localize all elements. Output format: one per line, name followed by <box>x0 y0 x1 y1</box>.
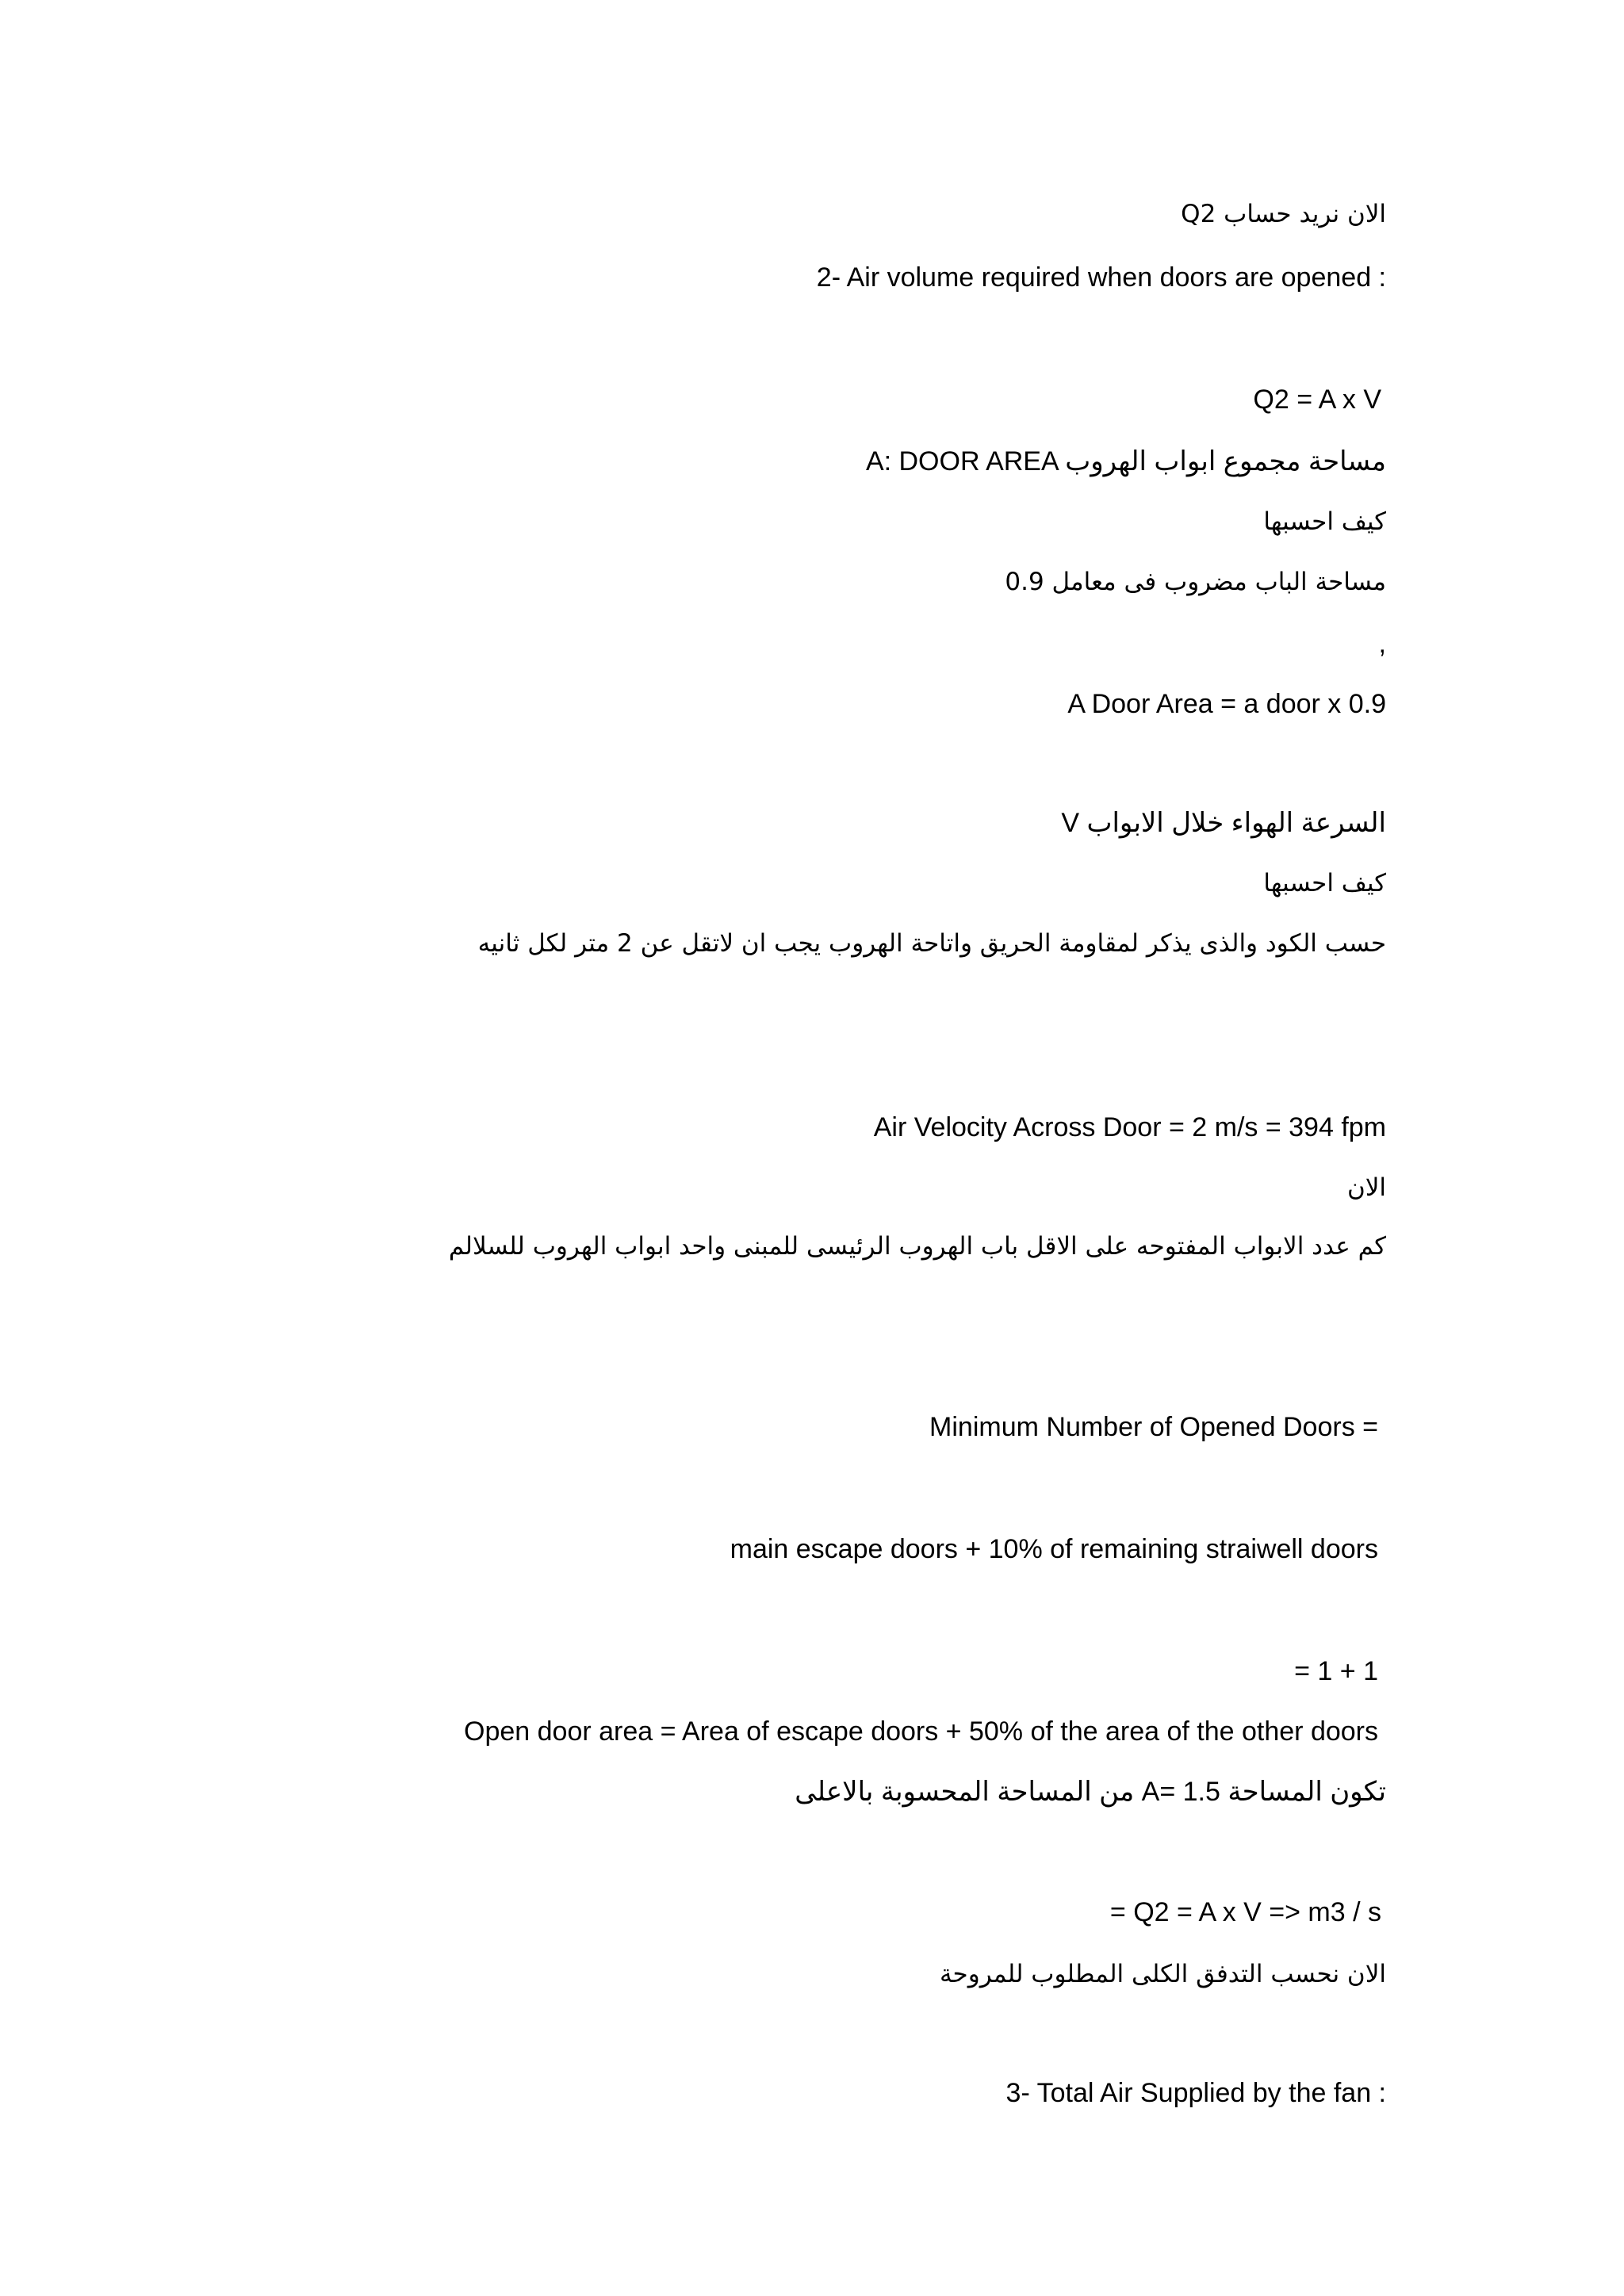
q2-units-formula: = Q2 = A x V => m3 / s <box>1109 1897 1381 1927</box>
door-area-factor-note: مساحة الباب مضروب فى معامل 0.9 <box>1005 568 1386 596</box>
door-area-formula: A Door Area = a door x 0.9 <box>1067 689 1386 719</box>
how-to-calc-label: كيف احسبها <box>1263 507 1386 536</box>
total-flow-note: الان نحسب التدفق الكلى المطلوب للمروحة <box>939 1960 1386 1988</box>
door-area-definition: A: DOOR AREA مساحة مجموع ابواب الهروب <box>865 446 1386 476</box>
now-label: الان <box>1346 1173 1386 1202</box>
how-to-calc-label-2: كيف احسبها <box>1263 869 1386 897</box>
section-3-title: 3- Total Air Supplied by the fan : <box>1005 2078 1386 2108</box>
air-velocity-line: Air Velocity Across Door = 2 m/s = 394 fpm <box>873 1112 1386 1142</box>
velocity-code-note: حسب الكود والذى يذكر لمقاومة الحريق واتاحة الهروب يجب ان لاتقل عن 2 متر لكل ثانيه <box>477 929 1386 958</box>
section-2-title: 2- Air volume required when doors are opened : <box>816 262 1386 293</box>
velocity-definition: V السرعة الهواء خلال الابواب <box>1061 808 1386 838</box>
escape-doors-formula: main escape doors + 10% of remaining straiwell doors <box>730 1534 1378 1564</box>
comma-line: , <box>1378 629 1386 659</box>
area-factor-note: تكون المساحة A= 1.5 من المساحة المحسوبة بالاعلى <box>795 1777 1386 1807</box>
doors-count-result: = 1 + 1 <box>1294 1656 1378 1686</box>
opened-doors-note: كم عدد الابواب المفتوحه على الاقل باب الهروب الرئيسى للمبنى واحد ابواب الهروب للسلالم <box>448 1232 1386 1261</box>
q2-formula: Q2 = A x V <box>1253 385 1381 415</box>
open-door-area-formula: Open door area = Area of escape doors + 50% of the area of the other doors <box>464 1716 1378 1747</box>
heading-q2-calc: الان نريد حساب Q2 <box>1181 200 1386 228</box>
min-opened-doors-line: Minimum Number of Opened Doors = <box>929 1412 1378 1442</box>
